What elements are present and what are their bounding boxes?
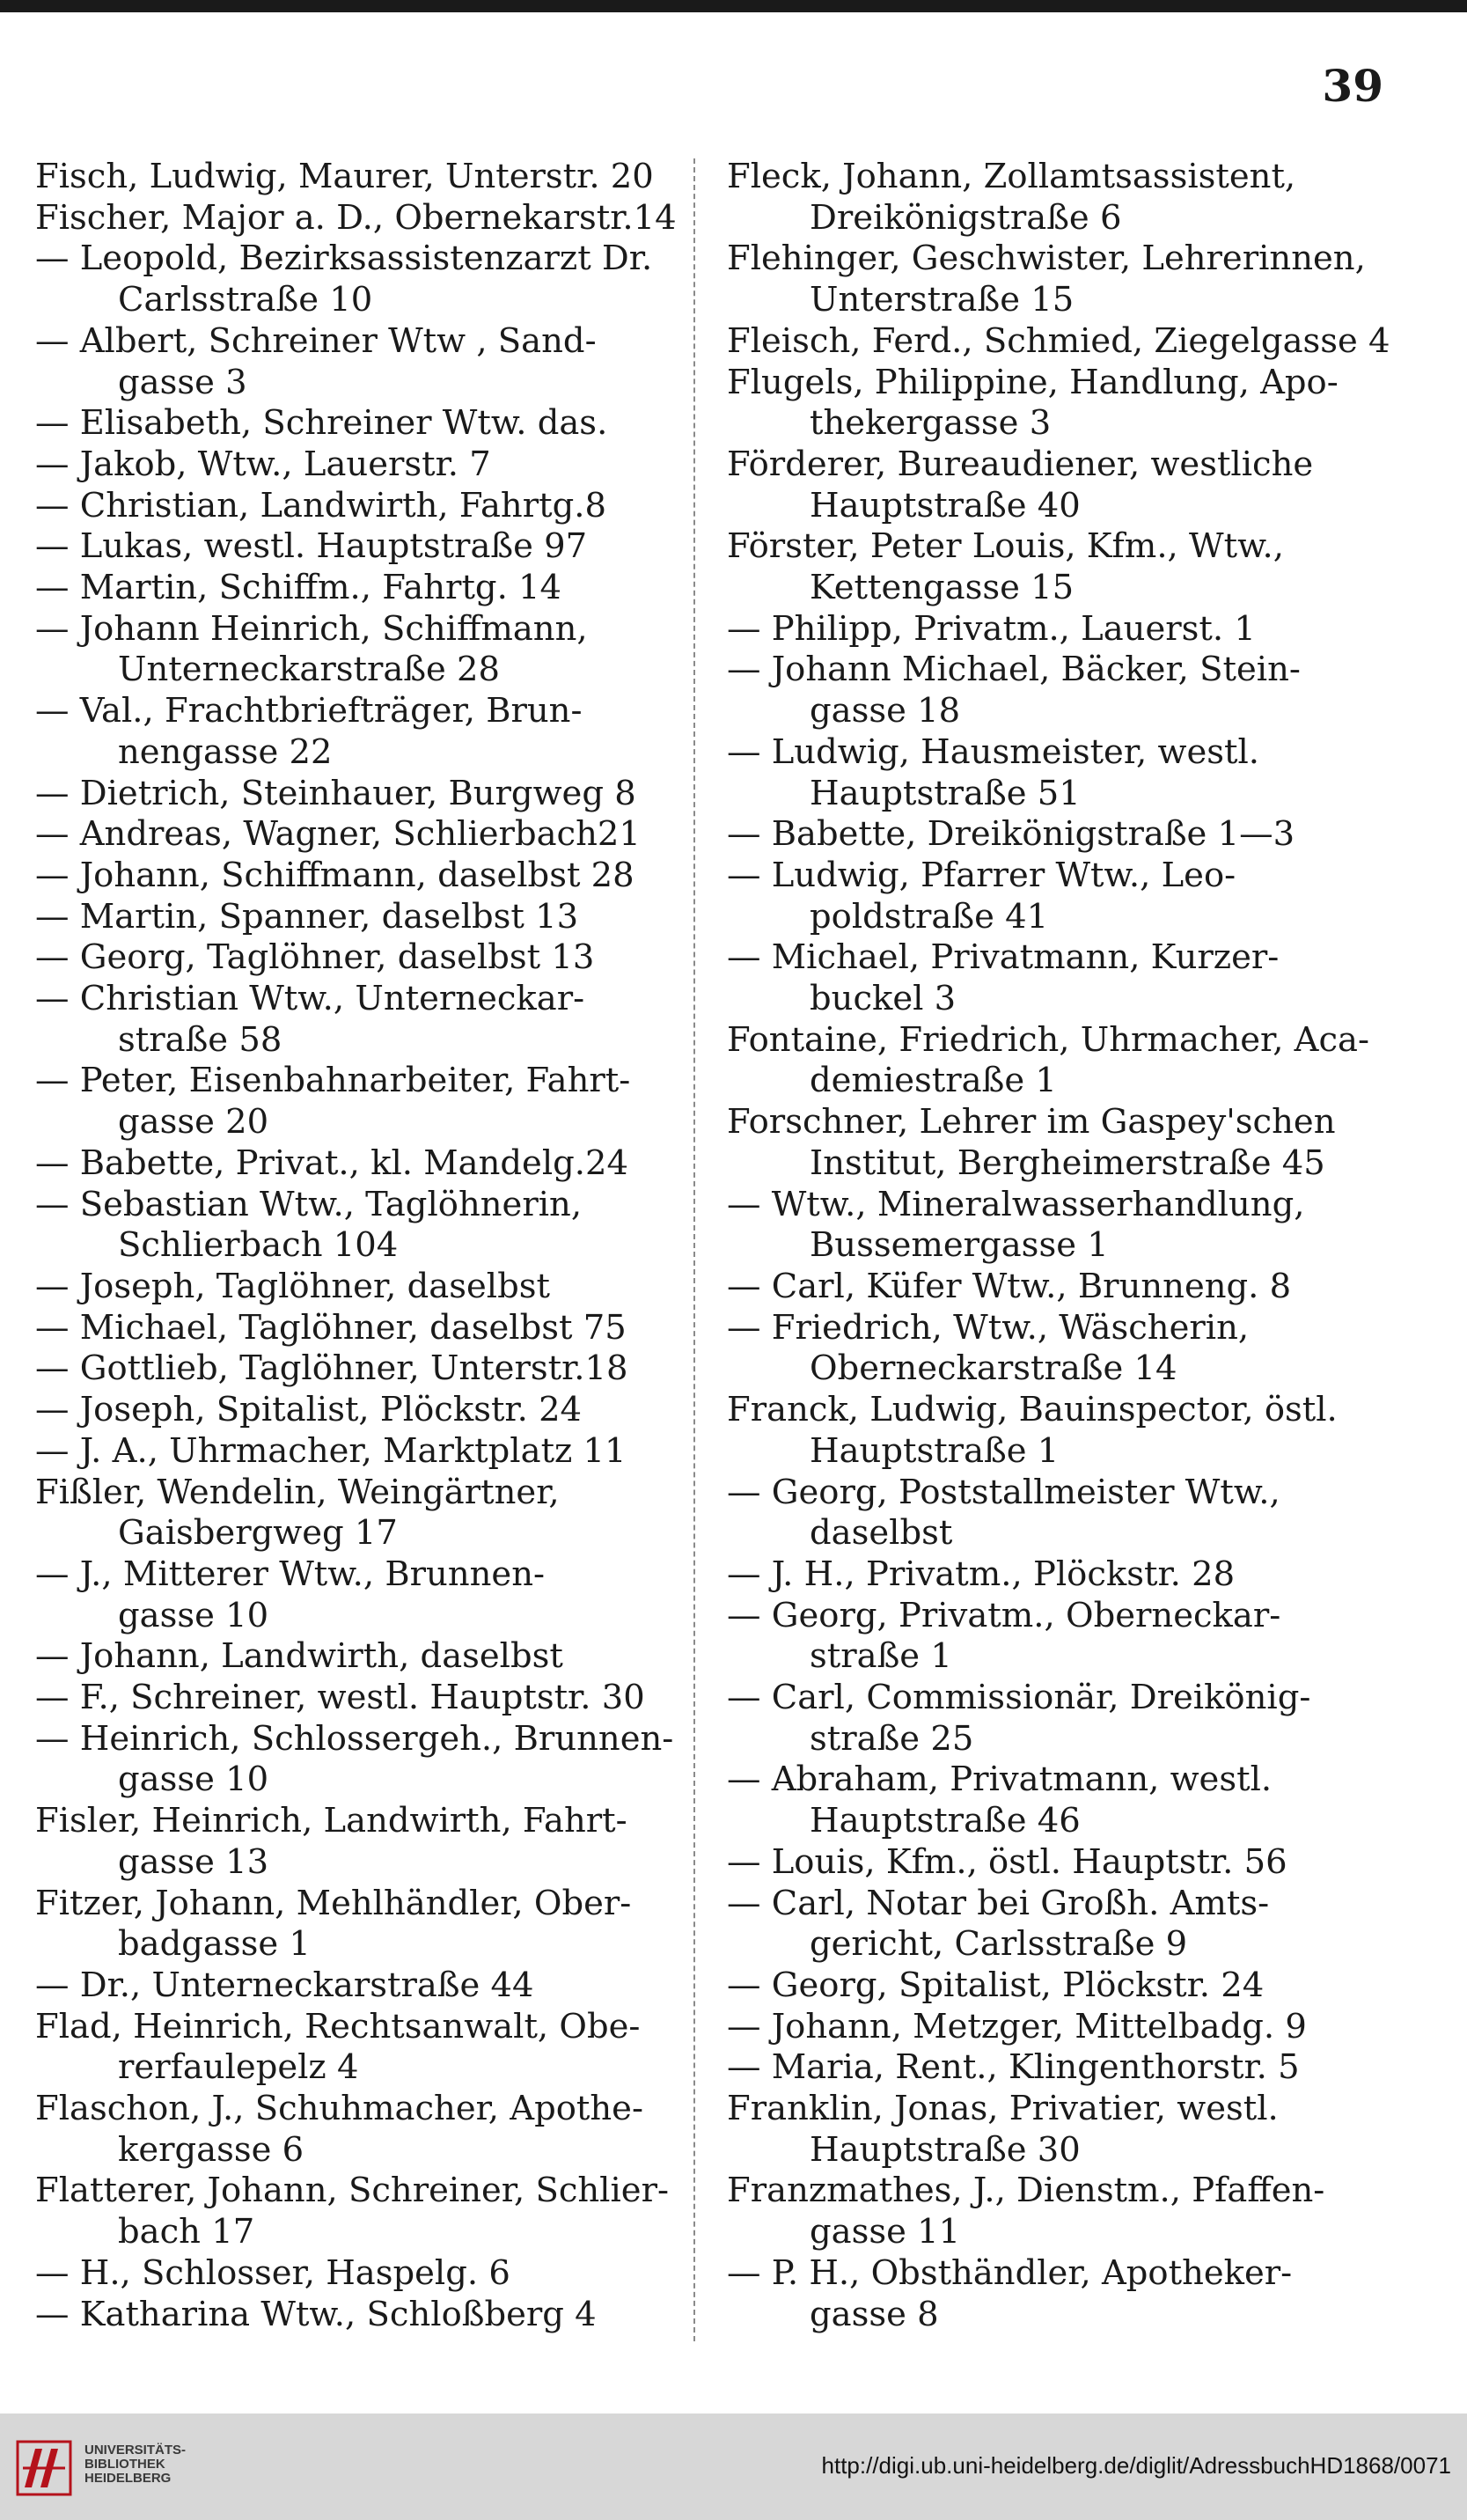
directory-entry bbox=[727, 239, 1366, 320]
directory-entry bbox=[35, 2089, 664, 2171]
directory-entry bbox=[35, 568, 664, 609]
directory-entry bbox=[727, 2089, 1347, 2171]
directory-entry bbox=[727, 1760, 1347, 1841]
entry-line: — Heinrich, Schlossergeh., Brunnen- bbox=[35, 1718, 674, 1759]
entry-line: — J. A., Uhrmacher, Marktplatz 11 bbox=[35, 1430, 627, 1471]
directory-entry bbox=[727, 2253, 1347, 2335]
directory-entry bbox=[35, 856, 664, 897]
entry-line: — Georg, Taglöhner, daselbst 13 bbox=[35, 937, 595, 978]
directory-entry bbox=[727, 732, 1347, 814]
directory-entry bbox=[727, 320, 1390, 363]
directory-entry bbox=[35, 1061, 664, 1142]
entry-line: — H., Schlosser, Haspelg. 6 bbox=[35, 2252, 510, 2293]
entry-line: Flehinger, Geschwister, Lehrerinnen, bbox=[727, 239, 1366, 279]
entry-continuation-line: straße 25 bbox=[810, 1718, 974, 1759]
directory-entry bbox=[35, 897, 664, 938]
logo-line: UNIVERSITÄTS- bbox=[84, 2443, 187, 2458]
directory-entry bbox=[727, 1473, 1347, 1554]
entry-continuation-line: Oberneckarstraße 14 bbox=[810, 1348, 1177, 1389]
directory-entry bbox=[35, 691, 664, 773]
entry-line: — Johann, Metzger, Mittelbadg. 9 bbox=[727, 2006, 1307, 2046]
directory-entry bbox=[35, 321, 664, 403]
directory-entry bbox=[35, 239, 664, 320]
entry-continuation-line: poldstraße 41 bbox=[810, 896, 1049, 937]
directory-entry bbox=[35, 1801, 664, 1883]
entry-line: — Michael, Taglöhner, daselbst 75 bbox=[35, 1307, 627, 1348]
directory-entry bbox=[35, 1473, 664, 1554]
directory-entry bbox=[727, 1596, 1347, 1678]
entry-line: — Gottlieb, Taglöhner, Unterstr.18 bbox=[35, 1348, 628, 1389]
entry-line: Franzmathes, J., Dienstm., Pfaffen- bbox=[727, 2171, 1325, 2211]
entry-continuation-line: gasse 13 bbox=[118, 1841, 269, 1882]
directory-entry bbox=[727, 937, 1347, 1019]
entry-line: — Christian, Landwirth, Fahrtg.8 bbox=[35, 485, 606, 525]
entry-continuation-line: Kettengasse 15 bbox=[810, 568, 1075, 608]
entry-line: — Babette, Privat., kl. Mandelg.24 bbox=[35, 1142, 629, 1183]
entry-continuation-line: Unterneckarstraße 28 bbox=[118, 650, 501, 690]
entry-line: Flaschon, J., Schuhmacher, Apothe- bbox=[35, 2089, 643, 2129]
entry-line: Fleck, Johann, Zollamtsassistent, bbox=[727, 157, 1296, 196]
entry-continuation-line: Hauptstraße 1 bbox=[810, 1430, 1060, 1471]
entry-line: Fontaine, Friedrich, Uhrmacher, Aca- bbox=[727, 1019, 1370, 1060]
entry-line: Flugels, Philippine, Handlung, Apo- bbox=[727, 362, 1339, 402]
entry-line: Fißler, Wendelin, Weingärtner, bbox=[35, 1472, 560, 1512]
entry-continuation-line: demiestraße 1 bbox=[810, 1061, 1057, 1101]
directory-entry bbox=[727, 1884, 1347, 1965]
entry-continuation-line: gasse 20 bbox=[118, 1102, 269, 1142]
entry-line: — Martin, Schiffm., Fahrtg. 14 bbox=[35, 568, 562, 608]
entry-line: — Carl, Küfer Wtw., Brunneng. 8 bbox=[727, 1266, 1292, 1306]
entry-line: — Carl, Commissionär, Dreikönig- bbox=[727, 1678, 1311, 1718]
entry-line: — Joseph, Taglöhner, daselbst bbox=[35, 1266, 550, 1306]
directory-entry bbox=[35, 403, 664, 444]
university-seal-icon bbox=[16, 2440, 72, 2496]
entry-line: — Lukas, westl. Hauptstraße 97 bbox=[35, 526, 588, 567]
entry-continuation-line: thekergasse 3 bbox=[810, 403, 1052, 444]
entry-line: Fleisch, Ferd., Schmied, Ziegelgasse 4 bbox=[727, 320, 1390, 361]
entry-continuation-line: buckel 3 bbox=[810, 979, 957, 1019]
entry-continuation-line: Hauptstraße 46 bbox=[810, 1801, 1081, 1841]
entry-line: — Dietrich, Steinhauer, Burgweg 8 bbox=[35, 773, 636, 813]
entry-continuation-line: Unterstraße 15 bbox=[810, 280, 1075, 320]
directory-entry bbox=[727, 814, 1347, 856]
entry-line: — Abraham, Privatmann, westl. bbox=[727, 1760, 1273, 1800]
directory-entry bbox=[35, 1965, 664, 2007]
entry-line: Fitzer, Johann, Mehlhändler, Ober- bbox=[35, 1883, 632, 1923]
directory-entry bbox=[35, 774, 664, 815]
directory-entry bbox=[727, 2007, 1347, 2048]
directory-entry bbox=[35, 526, 664, 568]
entry-line: — Elisabeth, Schreiner Wtw. das. bbox=[35, 403, 608, 444]
directory-entry bbox=[727, 1678, 1347, 1760]
entry-continuation-line: gasse 10 bbox=[118, 1595, 269, 1635]
directory-entry bbox=[35, 1185, 664, 1267]
entry-continuation-line: gasse 18 bbox=[810, 691, 961, 731]
entry-continuation-line: gasse 10 bbox=[118, 1760, 269, 1800]
directory-entry bbox=[35, 486, 664, 527]
library-logo-text bbox=[84, 2443, 186, 2486]
entry-line: — Georg, Spitalist, Plöckstr. 24 bbox=[727, 1965, 1265, 2005]
entry-continuation-line: gasse 8 bbox=[810, 2294, 939, 2334]
entry-line: — Peter, Eisenbahnarbeiter, Fahrt- bbox=[35, 1061, 631, 1101]
directory-entry bbox=[727, 1185, 1347, 1267]
entry-line: Franck, Ludwig, Bauinspector, östl. bbox=[727, 1390, 1338, 1430]
entry-continuation-line: kergasse 6 bbox=[118, 2129, 304, 2170]
entry-continuation-line: Schlierbach 104 bbox=[118, 1225, 399, 1266]
entry-continuation-line: Gaisbergweg 17 bbox=[118, 1513, 398, 1554]
entry-line: — Johann Michael, Bäcker, Stein- bbox=[727, 650, 1301, 690]
directory-entry bbox=[727, 1554, 1347, 1596]
entry-line: — Johann, Landwirth, daselbst bbox=[35, 1636, 563, 1677]
directory-entry bbox=[35, 2007, 664, 2089]
directory-entry bbox=[727, 650, 1347, 731]
entry-line: Fischer, Major a. D., Obernekarstr.14 bbox=[35, 197, 677, 238]
entry-line: — Friedrich, Wtw., Wäscherin, bbox=[727, 1307, 1250, 1348]
entry-line: — Katharina Wtw., Schloßberg 4 bbox=[35, 2294, 597, 2334]
entry-continuation-line: Institut, Bergheimerstraße 45 bbox=[810, 1142, 1325, 1183]
directory-entry bbox=[727, 2047, 1347, 2089]
directory-entry bbox=[35, 937, 664, 979]
entry-line: — J. H., Privatm., Plöckstr. 28 bbox=[727, 1554, 1236, 1594]
directory-entry bbox=[35, 444, 664, 486]
directory-entry bbox=[727, 1019, 1370, 1102]
entry-continuation-line: nengasse 22 bbox=[118, 731, 333, 772]
entry-continuation-line: straße 58 bbox=[118, 1019, 282, 1060]
directory-entry bbox=[35, 1718, 674, 1801]
entry-line: — Ludwig, Hausmeister, westl. bbox=[727, 731, 1260, 772]
directory-entry bbox=[35, 157, 664, 198]
directory-entry bbox=[727, 1965, 1347, 2007]
entry-line: — Johann Heinrich, Schiffmann, bbox=[35, 608, 588, 649]
entry-line: Förderer, Bureaudiener, westliche bbox=[727, 444, 1314, 484]
entry-continuation-line: daselbst bbox=[810, 1513, 953, 1554]
footer-bar bbox=[0, 2413, 1467, 2520]
directory-entry bbox=[35, 609, 664, 691]
entry-continuation-line: bach 17 bbox=[118, 2212, 255, 2252]
entry-line: Förster, Peter Louis, Kfm., Wtw., bbox=[727, 526, 1284, 567]
entry-line: Fisch, Ludwig, Maurer, Unterstr. 20 bbox=[35, 157, 654, 196]
directory-entry bbox=[727, 444, 1347, 526]
entry-line: — Babette, Dreikönigstraße 1—3 bbox=[727, 814, 1295, 855]
entry-line: — Carl, Notar bei Großh. Amts- bbox=[727, 1883, 1270, 1923]
entry-line: — Val., Frachtbriefträger, Brun- bbox=[35, 691, 583, 731]
directory-entry bbox=[35, 1636, 664, 1678]
entry-line: — Joseph, Spitalist, Plöckstr. 24 bbox=[35, 1390, 583, 1430]
directory-entry bbox=[35, 197, 677, 239]
directory-entry bbox=[727, 157, 1347, 239]
directory-entry bbox=[727, 1267, 1347, 1308]
column-divider bbox=[693, 158, 695, 2341]
directory-entry bbox=[727, 856, 1347, 937]
entry-continuation-line: Bussemergasse 1 bbox=[810, 1225, 1109, 1266]
entry-line: — Albert, Schreiner Wtw , Sand- bbox=[35, 320, 597, 361]
entry-continuation-line: Hauptstraße 30 bbox=[810, 2129, 1081, 2170]
directory-entry bbox=[35, 979, 664, 1061]
page-number: 39 bbox=[1322, 60, 1383, 112]
entry-line: — Johann, Schiffmann, daselbst 28 bbox=[35, 855, 634, 895]
entry-line: — Andreas, Wagner, Schlierbach21 bbox=[35, 814, 641, 855]
logo-line: BIBLIOTHEK bbox=[84, 2457, 165, 2472]
entry-continuation-line: rerfaulepelz 4 bbox=[118, 2047, 359, 2088]
top-border-rule bbox=[0, 0, 1467, 12]
directory-entry bbox=[35, 1267, 664, 1308]
entry-line: — P. H., Obsthändler, Apotheker- bbox=[727, 2252, 1293, 2293]
entry-continuation-line: Hauptstraße 51 bbox=[810, 773, 1081, 813]
directory-entry bbox=[35, 1884, 664, 1965]
entry-line: — Ludwig, Pfarrer Wtw., Leo- bbox=[727, 855, 1236, 895]
directory-entry bbox=[727, 2171, 1347, 2252]
entry-line: — Louis, Kfm., östl. Hauptstr. 56 bbox=[727, 1841, 1287, 1882]
entry-line: — Leopold, Bezirksassistenzarzt Dr. bbox=[35, 239, 653, 279]
left-column bbox=[35, 157, 677, 2335]
entry-continuation-line: Hauptstraße 40 bbox=[810, 485, 1081, 525]
logo-line: HEIDELBERG bbox=[84, 2471, 172, 2486]
entry-line: — Jakob, Wtw., Lauerstr. 7 bbox=[35, 444, 491, 484]
directory-entry bbox=[35, 1554, 664, 1636]
directory-entry bbox=[35, 1348, 664, 1390]
entry-line: — Maria, Rent., Klingenthorstr. 5 bbox=[727, 2047, 1300, 2088]
entry-continuation-line: badgasse 1 bbox=[118, 1924, 311, 1965]
entry-continuation-line: Carlsstraße 10 bbox=[118, 280, 373, 320]
directory-entry bbox=[35, 1431, 664, 1473]
directory-entry bbox=[35, 2253, 664, 2295]
entry-continuation-line: gericht, Carlsstraße 9 bbox=[810, 1924, 1188, 1965]
directory-entry bbox=[35, 1390, 664, 1431]
entry-line: — Christian Wtw., Unterneckar- bbox=[35, 979, 585, 1019]
directory-entry bbox=[727, 1102, 1347, 1184]
entry-line: Flatterer, Johann, Schreiner, Schlier- bbox=[35, 2171, 669, 2211]
directory-entry bbox=[727, 526, 1347, 608]
entry-continuation-line: gasse 3 bbox=[118, 362, 247, 402]
directory-entry bbox=[35, 814, 664, 856]
entry-line: — J., Mitterer Wtw., Brunnen- bbox=[35, 1554, 546, 1594]
directory-entry bbox=[727, 363, 1347, 444]
entry-line: — Dr., Unterneckarstraße 44 bbox=[35, 1965, 534, 2005]
source-url-link[interactable]: http://digi.ub.uni-heidelberg.de/diglit/AdressbuchHD1868/0071 bbox=[821, 2452, 1451, 2479]
entry-line: Franklin, Jonas, Privatier, westl. bbox=[727, 2089, 1279, 2129]
entry-line: — Martin, Spanner, daselbst 13 bbox=[35, 896, 579, 937]
directory-entry bbox=[35, 1308, 664, 1349]
entry-line: — F., Schreiner, westl. Hauptstr. 30 bbox=[35, 1678, 645, 1718]
directory-entry bbox=[35, 1678, 664, 1719]
right-column bbox=[727, 157, 1390, 2335]
entry-line: — Georg, Privatm., Oberneckar- bbox=[727, 1595, 1281, 1635]
entry-line: — Philipp, Privatm., Lauerst. 1 bbox=[727, 608, 1256, 649]
directory-entry bbox=[727, 609, 1347, 650]
entry-continuation-line: straße 1 bbox=[810, 1636, 952, 1677]
directory-entry bbox=[727, 1308, 1347, 1390]
entry-line: — Georg, Poststallmeister Wtw., bbox=[727, 1472, 1280, 1512]
entry-line: — Sebastian Wtw., Taglöhnerin, bbox=[35, 1184, 583, 1224]
entry-line: — Michael, Privatmann, Kurzer- bbox=[727, 937, 1280, 978]
directory-entry bbox=[727, 1842, 1347, 1884]
entry-line: Flad, Heinrich, Rechtsanwalt, Obe- bbox=[35, 2006, 641, 2046]
entry-line: — Wtw., Mineralwasserhandlung, bbox=[727, 1184, 1305, 1224]
entry-continuation-line: Dreikönigstraße 6 bbox=[810, 197, 1122, 238]
directory-entry bbox=[727, 1390, 1347, 1472]
directory-entry bbox=[35, 1143, 664, 1185]
entry-continuation-line: gasse 11 bbox=[810, 2212, 961, 2252]
entry-line: Forschner, Lehrer im Gaspey'schen bbox=[727, 1102, 1336, 1142]
directory-entry bbox=[35, 2171, 669, 2252]
entry-line: Fisler, Heinrich, Landwirth, Fahrt- bbox=[35, 1801, 627, 1841]
directory-entry bbox=[35, 2295, 664, 2336]
